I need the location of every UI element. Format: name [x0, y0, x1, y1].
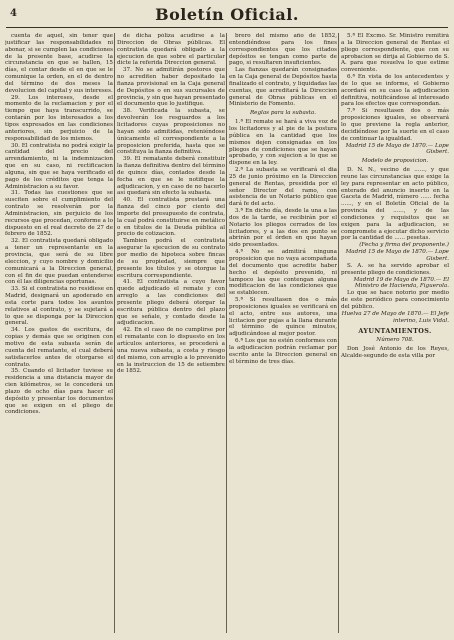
page-number: 4	[10, 8, 17, 19]
paragraph: 2.ª La subasta se verificará el dia 25 de junio próximo en la Direccion general de Rentas, presidida por el señor Director del ramo, con asistencia de un Notario público que dará fe del acto.	[229, 167, 337, 208]
text-column-3	[229, 33, 337, 635]
text-column-2	[117, 33, 225, 635]
paragraph: Las fianzas quedarán consignadas en la Caja general de Depósitos hasta finalizado el contrato, y liquidadas las cuentas, que acreditará la Direccion general de Obras públicas en el Ministerio de Fomento.	[229, 67, 337, 108]
signature-line: Huelva 27 de Mayo de 1870.— El Jefe interino, Luis Vidal.	[341, 310, 449, 324]
paragraph: 41. El contratista a cuyo favor quede adjudicado el remate y con arreglo a las condiciones del presente pliego deberá otorgar la escritura pública dentro del plazo que se señale, y contado desde la adjudicacion.	[117, 279, 225, 327]
paragraph: 3.ª En dicho día, desde la una a las dos de la tarde, se recibirán por el Notario los pliegos cerrados de los licitadores, y a las dos en punto se abrirán por el órden en que hayan sido presentados.	[229, 208, 337, 249]
section-subtitle: Número 708.	[376, 337, 414, 344]
paragraph: Don José Antonio de los Reyes, Alcalde-segundo de esta villa por	[341, 346, 449, 359]
paragraph: 5.ª El Excmo. Sr. Ministro remitirá a la Direccion general de Rentas el pliego correspondiente, que con su aprobacion se dirija al Gobierno de S. A. para que resuelva lo que estime conveniente.	[341, 33, 449, 74]
paragraph: 1.ª El remate se hará a viva voz de los licitadores y al pie de la postura pública en la cantidad que los mismos dejen consignadas en los pliegos de condiciones que se hayan aprobado, y con sujecion a lo que se dispone en la ley.	[229, 119, 337, 167]
page-header	[0, 0, 454, 30]
column-divider	[338, 33, 339, 633]
paragraph: Lo que se hace notorio por medio de este periódico para conocimiento del público.	[341, 290, 449, 310]
text-column-1	[5, 33, 113, 635]
text-column-4	[341, 33, 449, 635]
signature-line: Madrid 19 de Mayo de 1870.— El Ministro de Hacienda, Figuerola.	[353, 276, 449, 290]
paragraph: 33. Si el contratista no residiese en Madrid, designará un apoderado en esta corte para todos los asuntos relativos al contrato, y se sujetará a lo que se disponga por la Direccion general.	[5, 286, 113, 327]
paragraph: cuenta de aquel, sin tener que justificar las responsabilidades ni abonar, si se cumplen las condiciones de la presente base, acudirse la circunstancia en que se hallen, 15 días, el contar desde el en que se le comunique la orden, en el de dentro del término de dos meses la devolucion del capital y sus intereses.	[5, 33, 113, 94]
paragraph: 31. Todas las cuestiones que se susciten sobre el cumplimiento del contrato se resolverán por la Administracion, sin perjuicio de los recursos que procedan, conforme a lo dispuesto en el real decreto de 27 de febrero de 1852.	[5, 190, 113, 238]
section-subtitle: Reglas para la subasta.	[249, 110, 317, 117]
paragraph: 6.ª Los que no estén conformes con la adjudicacion podrán reclamar por escrito ante la Direccion general en el término de tres días.	[229, 338, 337, 365]
paragraph: 35. Cuando el licitador tuviese su residencia a una distancia mayor de cien kilómetros, se le concederá un plazo de ocho días para hacer el depósito y presentar los documentos que se exigen en el pliego de condiciones.	[5, 368, 113, 416]
paragraph: de dicha póliza acudirse a la Direccion de Obras públicas. El contratista quedará obligado a la ejecucion de que sobre el particular dicte la referida Direccion general.	[117, 33, 225, 67]
paragraph: 37. No se admitirán postores que no acrediten haber depositado la fianza provisional en la Caja general de Depósitos o en sus sucursales de provincia, y sin que hayan presentado el documento que lo justifique.	[117, 67, 225, 108]
paragraph: 34. Los gastos de escritura, de copias y demás que se originen con motivo de esta subasta serán de cuenta del rematante, el cual deberá satisfacerlos antes de otorgarse el contrato.	[5, 327, 113, 368]
paragraph: brero del mismo año de 1852, entendiéndose para los fines correspondientes que los citados depósitos se tengan como parte de pago, si resultaren insuficientes.	[229, 33, 337, 67]
signature-line: Madrid 15 de Mayo de 1870.— Lope Gisbert.	[345, 142, 449, 156]
paragraph: Tambien podrá el contratista asegurar la ejecucion de su contrato por medio de hipoteca sobre fincas de su propiedad, siempre que presente los títulos y se otorgue la escritura correspondiente.	[117, 238, 225, 279]
paragraph: 42. En el caso de no cumplirse por el rematante con lo dispuesto en los artículos anteriores, se procederá a una nueva subasta, a costa y riesgo del mismo, con arreglo a lo prevenido en la instruccion de 15 de setiembre de 1852.	[117, 327, 225, 375]
column-divider	[114, 33, 115, 633]
paragraph: 4.ª No se admitirá ninguna proposicion que no vaya acompañada del documento que acredite haber hecho el depósito prevenido, ni tampoco las que contengan alguna modificacion de las condiciones que se establecen.	[229, 249, 337, 297]
column-divider	[226, 33, 227, 633]
section-subtitle: Modelo de proposicion.	[361, 158, 429, 165]
paragraph: 38. Verificada la subasta, se devolverán los resguardos a los licitadores cuyas proposiciones no hayan sido admitidas, reteniéndose únicamente el correspondiente a la proposicion preferida, hasta que se constituya la fianza definitiva.	[117, 108, 225, 156]
paragraph: 32. El contratista quedará obligado a tener un representante en la provincia, que será de su libre eleccion, y cuyo nombre y domicilio comunicará a la Direccion general, con el fin de que puedan entenderse con él las diligencias oportunas.	[5, 238, 113, 286]
paragraph: D. N. N., vecino de ......, y que reune las circunstancias que exige la ley para representar en acto público, enterado del anuncio inserto en la Gaceta de Madrid, número ...... fecha ......, y en el Boletín Oficial de la provincia del ......, y de las condiciones y requisitos que se exigen para la adjudicacion, se compromete a ejecutar dicho servicio por la cantidad de ...... pesetas.	[341, 167, 449, 242]
paragraph: 39. El rematante deberá constituir la fianza definitiva dentro del término de quince días, contados desde la fecha en que se le notifique la adjudicacion, y en caso de no hacerlo así quedará sin efecto la subasta.	[117, 156, 225, 197]
newspaper-title: Boletín Oficial.	[155, 5, 299, 24]
paragraph: S. A. se ha servido aprobar el presente pliego de condiciones.	[341, 262, 449, 276]
section-heading: AYUNTAMIENTOS.	[358, 327, 432, 336]
signature-line: (Fecha y firma del proponente.)	[359, 242, 449, 249]
header-rule	[6, 27, 448, 28]
signature-line: Madrid 15 de Mayo de 1870.— Lope Gisbert.	[345, 249, 449, 262]
paragraph: 40. El contratista prestará una fianza del cinco por ciento del importe del presupuesto de contrata, la cual podrá constituirse en metálico o en títulos de la Deuda pública al precio de cotizacion.	[117, 197, 225, 238]
paragraph: 5.ª Si resultasen dos o más proposiciones iguales se verificará en el acto, entre sus autores, una licitacion por pujas a la llana durante el término de quince minutos, adjudicándose al mejor postor.	[229, 297, 337, 338]
paragraph: 6.ª En vista de los antecedentes y de lo que se informe, el Gobierno acordará en su caso la adjudicacion definitiva, notificándose al interesado para los efectos que correspondan.	[341, 74, 449, 108]
paragraph: 7.ª Si resultasen dos o más proposiciones iguales, se observará lo que previene la regla anterior, decidiéndose por la suerte en el caso de continuar la igualdad.	[341, 108, 449, 142]
paragraph: 29. Los intereses, desde el momento de la reclamacion y por el tiempo que haya transcurrido, se contarán por los interesados a los tipos expresados en las condiciones anteriores, sin perjuicio de la responsabilidad de los mismos.	[5, 94, 113, 142]
paragraph: 30. El contratista no podrá exigir la cantidad del precio del arrendamiento, ni la indemnizacion que en su caso, ni rectificacion alguna, sin que se haya verificado el pago de los créditos que tenga la Administracion a su favor.	[5, 142, 113, 190]
